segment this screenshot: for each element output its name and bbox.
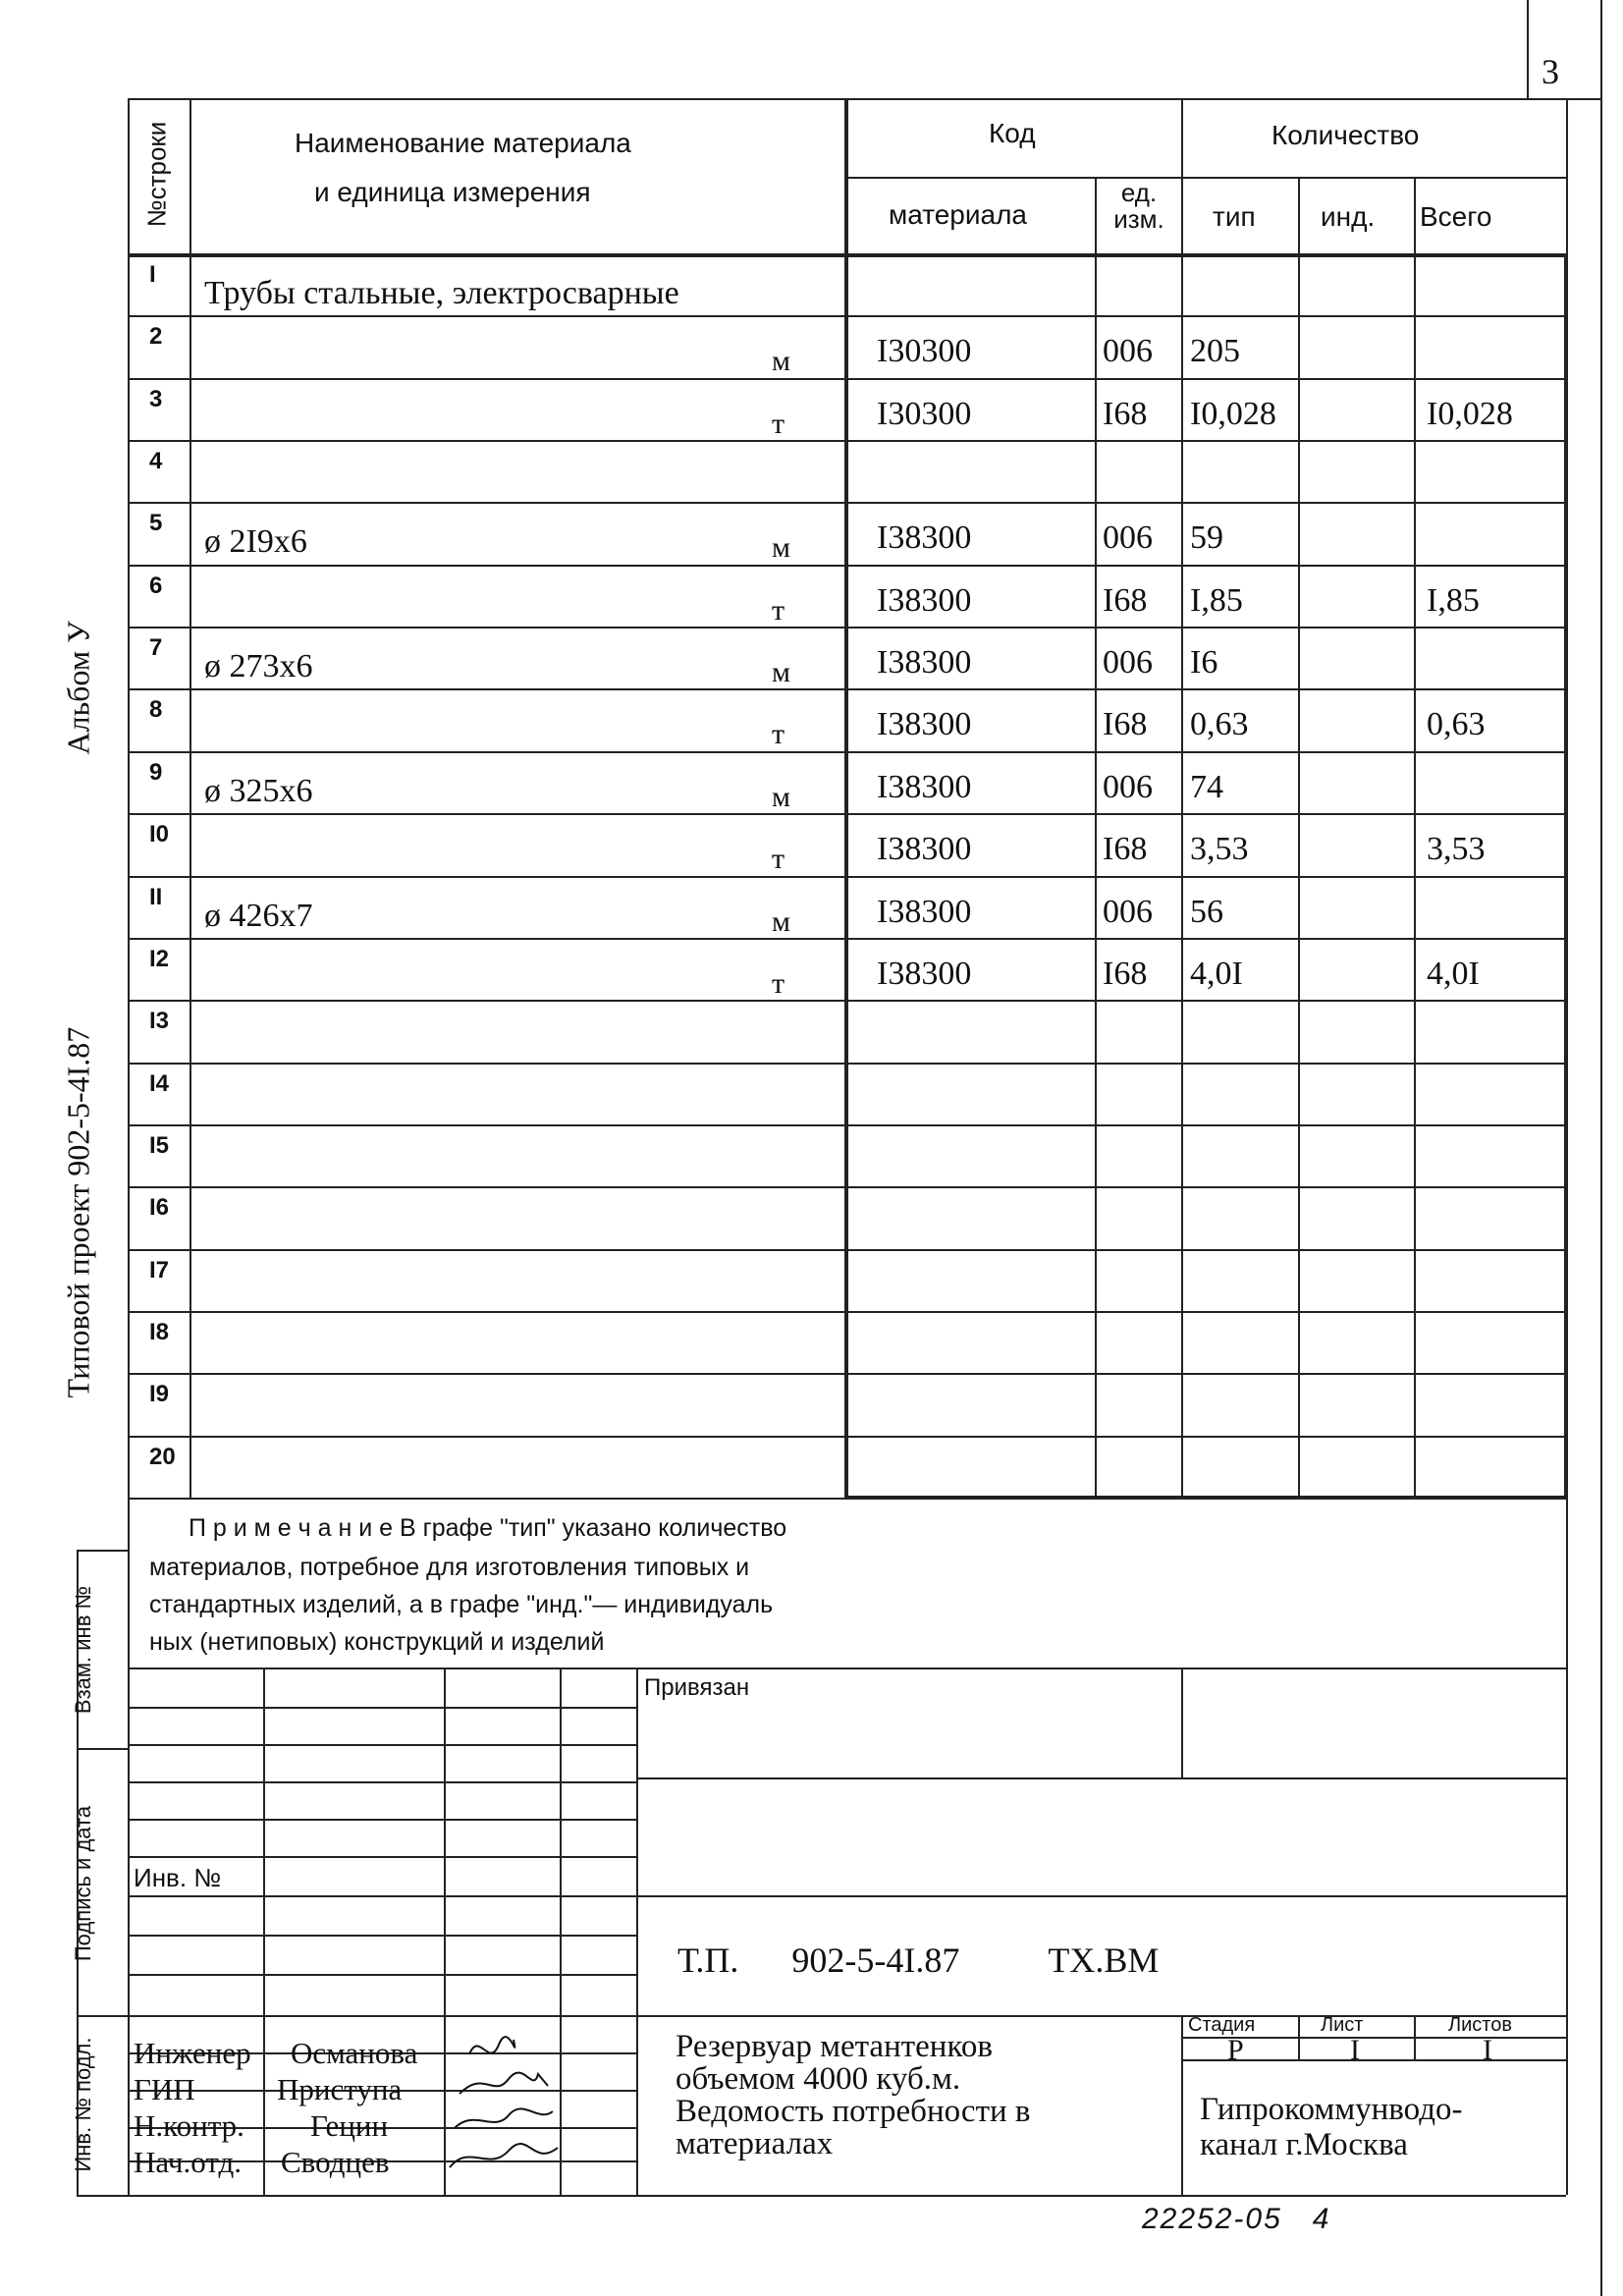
row-number: I9 [149,1381,170,1408]
row-number: 4 [149,448,163,475]
sheet-value: I [1350,2034,1360,2066]
row-divider [128,1000,1566,1002]
unit-code: 006 [1103,768,1153,805]
unit-code: 006 [1103,893,1153,930]
unit-code: 006 [1103,333,1153,370]
footer-number: 22252-05 4 [1142,2203,1331,2235]
organization-line-1: Гипрокоммунводо- [1200,2092,1463,2127]
row-number: I6 [149,1194,170,1222]
row-number: II [149,883,163,910]
material-name: ø 426x7 [204,897,313,934]
total-quantity: I,85 [1427,581,1480,619]
material-code: I30300 [877,395,972,432]
unit: т [772,407,785,440]
row-divider [128,1124,1566,1126]
material-code: I38300 [877,706,972,743]
row-number: 20 [149,1443,176,1470]
unit: т [772,718,785,751]
row-number: I [149,261,156,288]
unit-code: I68 [1103,706,1148,743]
unit-code: I68 [1103,395,1148,432]
type-quantity: I6 [1190,644,1218,682]
material-code: I38300 [877,519,972,557]
type-quantity: 59 [1190,519,1223,557]
total-quantity: 3,53 [1427,831,1486,868]
title-line-4: материалах [676,2126,834,2161]
row-number: I7 [149,1256,170,1284]
type-quantity: 74 [1190,768,1223,805]
type-quantity: 4,0I [1190,955,1243,992]
row-number: 9 [149,758,163,786]
total-quantity: 4,0I [1427,955,1480,992]
inv-no-label: Инв. № [134,1863,222,1892]
attached-label: Привязан [644,1674,750,1701]
unit: м [772,780,790,813]
row-number: I5 [149,1131,170,1159]
stamp-replace-inv: Взам. инв № [71,1585,95,1715]
row-divider [128,1311,1566,1313]
note-line-4: ных (нетиповых) конструкций и изделий [149,1628,605,1656]
row-number: I0 [149,821,170,848]
row-number: 2 [149,323,163,351]
header-code: Код [989,118,1036,148]
unit: м [772,904,790,938]
signature-scribbles [440,2025,577,2192]
header-name: Наименование материала [295,128,631,158]
header-quantity: Количество [1271,120,1420,150]
row-divider [128,378,1566,380]
type-quantity: 205 [1190,333,1240,370]
document-code: Т.П. 902-5-4I.87 ТХ.ВМ [677,1941,1160,1980]
sheet-number: 3 [1542,52,1559,91]
type-quantity: I,85 [1190,581,1243,619]
row-number: 3 [149,385,163,412]
unit: т [772,843,785,876]
unit-code: I68 [1103,955,1148,992]
row-divider [128,1436,1566,1438]
unit-code: I68 [1103,581,1148,619]
unit-code: 006 [1103,519,1153,557]
stage-value: Р [1227,2034,1244,2066]
signer-role-2: ГИП [134,2072,195,2106]
row-number: 5 [149,510,163,537]
row-number: 6 [149,572,163,599]
row-divider [128,938,1566,940]
material-name: ø 2I9x6 [204,523,307,561]
row-divider [128,1373,1566,1375]
header-individual: инд. [1321,201,1376,232]
unit: м [772,656,790,689]
signer-role-4: Нач.отд. [134,2145,242,2179]
total-quantity: 0,63 [1427,706,1486,743]
row-number: I2 [149,945,170,972]
sheet-label: Лист [1321,2014,1364,2036]
type-quantity: I0,028 [1190,395,1276,432]
row-divider [128,751,1566,753]
type-quantity: 0,63 [1190,706,1249,743]
signer-name-2: Приступа [277,2072,403,2106]
note-line-1: П р и м е ч а н и е В графе "тип" указано количество [189,1514,787,1542]
sheets-value: I [1483,2034,1492,2066]
title-line-3: Ведомость потребности в [676,2094,1031,2129]
row-divider [128,502,1566,504]
row-divider [128,627,1566,629]
header-total: Всего [1420,201,1492,232]
header-row-no: №строки [141,121,172,228]
type-quantity: 56 [1190,893,1223,930]
material-code: I38300 [877,831,972,868]
row-divider [128,688,1566,690]
unit: т [772,593,785,627]
row-number: 7 [149,634,163,662]
row-divider [128,813,1566,815]
signer-name-3: Гецин [310,2108,389,2143]
project-label: Типовой проект 902-5-4I.87 [60,1026,96,1398]
row-divider [128,565,1566,567]
type-quantity: 3,53 [1190,831,1249,868]
material-code: I38300 [877,581,972,619]
material-code: I38300 [877,644,972,682]
row-divider [128,1063,1566,1065]
unit-code: 006 [1103,644,1153,682]
total-quantity: I0,028 [1427,395,1513,432]
row-divider [128,1186,1566,1188]
header-material-code: материала [889,199,1027,230]
row-number: I8 [149,1318,170,1345]
row-number: I4 [149,1069,170,1097]
album-label: Альбом У [60,621,96,755]
title-line-1: Резервуар метантенков [676,2029,993,2064]
note-line-3: стандартных изделий, а в графе "инд."— индивидуаль [149,1591,774,1618]
row-number: 8 [149,696,163,724]
row-divider [128,1249,1566,1251]
unit: т [772,966,785,1000]
signer-name-1: Османова [291,2036,418,2070]
unit-code: I68 [1103,831,1148,868]
signer-role-3: Н.контр. [134,2108,244,2143]
signer-role-1: Инженер [134,2036,251,2070]
stage-label: Стадия [1188,2014,1256,2036]
row-divider [128,315,1566,317]
unit: м [772,531,790,565]
header-unit-code: ед. изм. [1113,178,1164,234]
material-name: ø 325x6 [204,772,313,809]
material-name: ø 273x6 [204,648,313,685]
material-code: I38300 [877,955,972,992]
unit: м [772,345,790,378]
material-name: Трубы стальные, электросварные [204,275,679,311]
signer-name-4: Сводцев [281,2145,390,2179]
title-line-2: объемом 4000 куб.м. [676,2061,961,2097]
sheets-label: Листов [1448,2014,1512,2036]
material-code: I38300 [877,893,972,930]
organization-line-2: канал г.Москва [1200,2127,1408,2162]
stamp-inv-original: Инв. № подл. [71,2037,95,2172]
header-type: тип [1213,201,1256,232]
row-divider [128,440,1566,442]
stamp-signature-date: Подпись и дата [71,1805,95,1962]
header-name-unit: и единица измерения [314,177,591,207]
row-number: I3 [149,1008,170,1035]
row-divider [128,876,1566,878]
material-code: I38300 [877,768,972,805]
note-line-2: материалов, потребное для изготовления типовых и [149,1554,750,1581]
material-code: I30300 [877,333,972,370]
